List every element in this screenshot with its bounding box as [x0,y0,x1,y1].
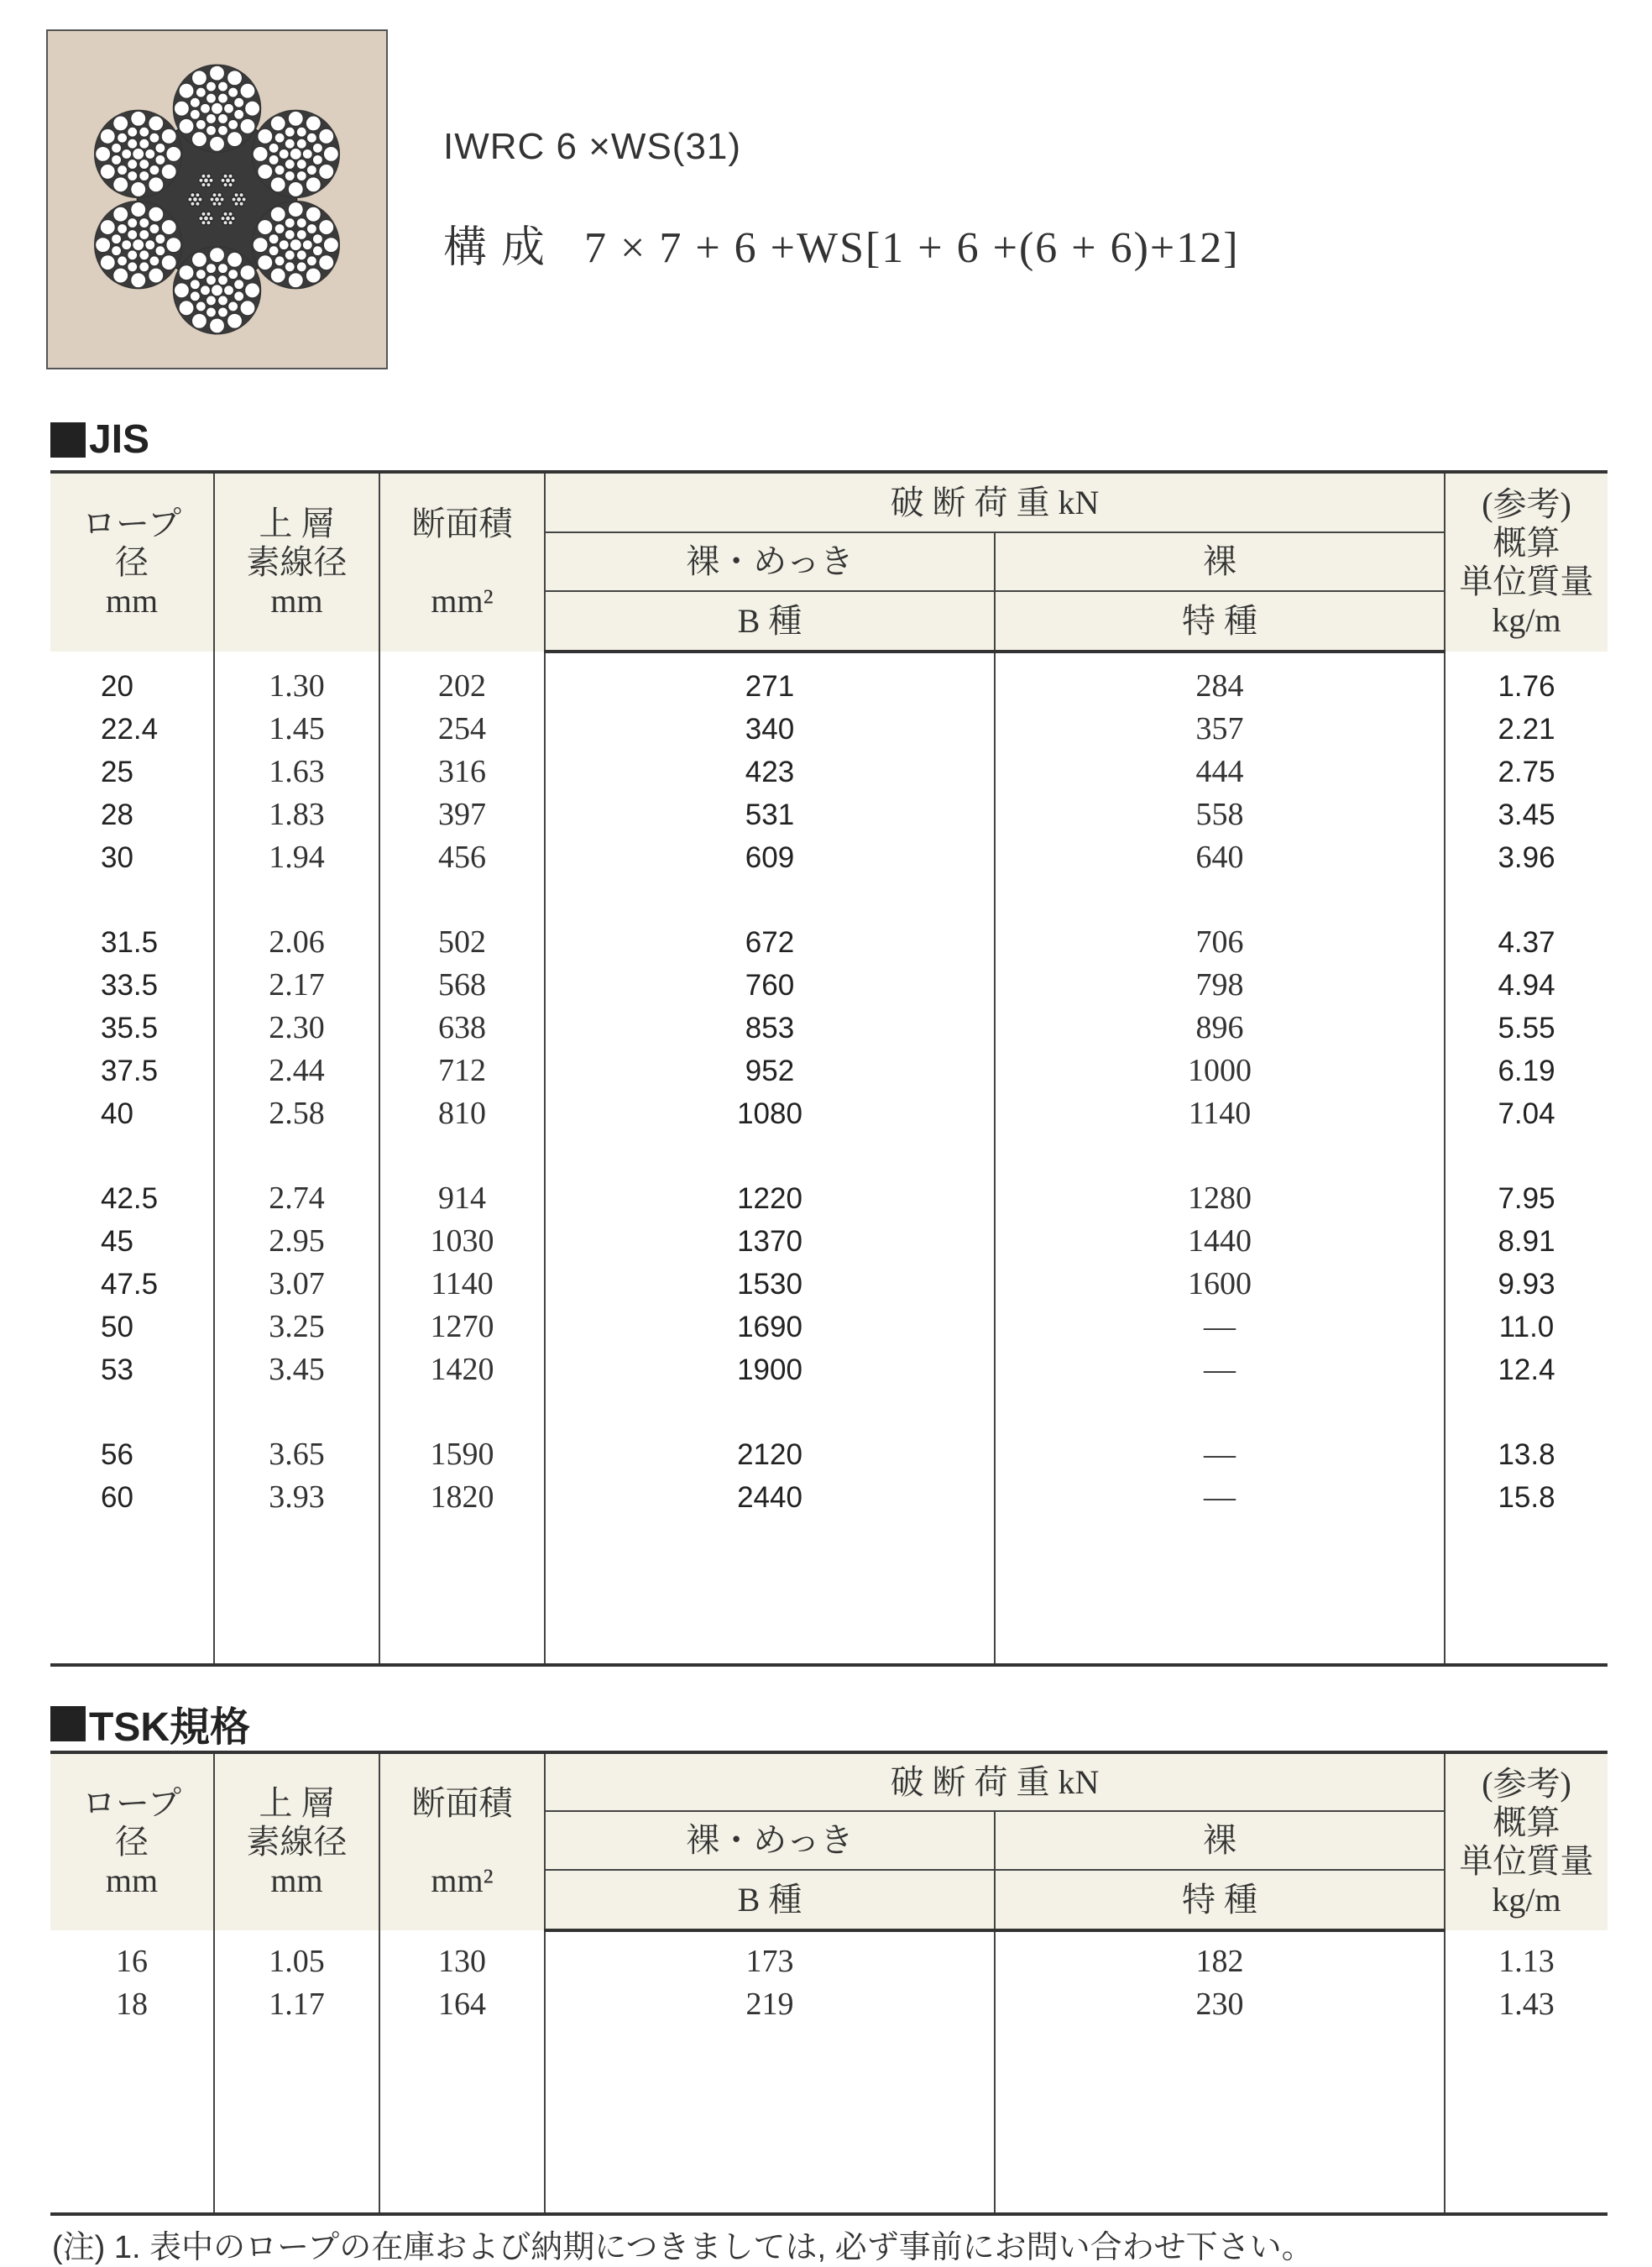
cell-unit-mass: 2.21 [1445,708,1608,751]
table-row [50,1433,1608,1476]
cell-wire-diameter: 2.95 [214,1220,379,1263]
header-grade-b: B 種 [545,591,995,652]
tsk-heading-text: TSK規格 [89,1705,251,1750]
cell-wire-diameter: 1.83 [214,793,379,836]
cell-wire-diameter: 1.63 [214,751,379,793]
cell-wire-diameter: 1.45 [214,708,379,751]
cell-unit-mass: 7.95 [1445,1177,1608,1220]
cell-unit-mass: 8.91 [1445,1220,1608,1263]
table-row [50,1050,1608,1092]
cell-unit-mass: 12.4 [1445,1348,1608,1391]
cell-wire-diameter: 1.94 [214,836,379,879]
cell-load-special: 798 [995,964,1445,1007]
cell-load-special: 896 [995,1007,1445,1050]
cell-load-special: — [995,1476,1445,1519]
tsk-table [50,1751,1608,2216]
cell-area: 1270 [379,1306,545,1348]
header-breaking-load: 破 断 荷 重 kN [545,472,1445,532]
header-grade-special: 特 種 [995,1870,1445,1930]
cell-unit-mass: 4.37 [1445,921,1608,964]
cell-load-grade-b: 760 [545,964,995,1007]
cell-wire-diameter: 3.93 [214,1476,379,1519]
table-row [50,1476,1608,1519]
header-diameter: ロープ 径 mm [50,1752,214,1930]
cell-load-grade-b: 952 [545,1050,995,1092]
cell-unit-mass: 9.93 [1445,1263,1608,1306]
cell-area: 1420 [379,1348,545,1391]
cell-area: 1820 [379,1476,545,1519]
cell-diameter: 33.5 [50,964,214,1007]
heading-square-icon [50,1706,86,1741]
table-row [50,1007,1608,1050]
cell-wire-diameter: 1.05 [214,1940,379,1983]
cell-area: 712 [379,1050,545,1092]
cell-area: 130 [379,1940,545,1983]
cell-unit-mass: 13.8 [1445,1433,1608,1476]
tsk-heading [50,1694,250,1752]
cell-area: 502 [379,921,545,964]
cell-diameter: 31.5 [50,921,214,964]
cell-unit-mass: 1.13 [1445,1940,1608,1983]
cell-unit-mass: 3.45 [1445,793,1608,836]
cell-area: 397 [379,793,545,836]
cell-load-grade-b: 531 [545,793,995,836]
header-bare-plated: 裸・めっき [545,1811,995,1870]
cell-unit-mass: 1.43 [1445,1983,1608,2026]
footnote: (注) 1. 表中のロープの在庫および納期につきましては, 必ず事前にお問い合わせ下さい。 [52,2230,1314,2265]
header-weight: (参考) 概算 単位質量 kg/m [1445,472,1608,652]
construction-label: 構 成 [443,224,547,272]
cell-wire-diameter: 2.30 [214,1007,379,1050]
cell-wire-diameter: 1.30 [214,665,379,708]
table-row [50,708,1608,751]
cell-load-special: 1600 [995,1263,1445,1306]
header-wire: 上 層 素線径 mm [214,472,379,652]
table-row [50,1263,1608,1306]
cell-load-special: 1000 [995,1050,1445,1092]
jis-table [50,470,1608,1667]
cell-area: 1590 [379,1433,545,1476]
cell-load-grade-b: 1220 [545,1177,995,1220]
group-spacer [50,1391,1608,1433]
table-row [50,921,1608,964]
table-row [50,836,1608,879]
cell-wire-diameter: 2.17 [214,964,379,1007]
cell-load-special: 230 [995,1983,1445,2026]
cell-load-special: 640 [995,836,1445,879]
jis-heading-text: JIS [89,417,150,462]
cell-load-grade-b: 2120 [545,1433,995,1476]
cell-load-special: 706 [995,921,1445,964]
cell-load-grade-b: 609 [545,836,995,879]
rope-cross-section-figure [46,29,388,369]
cell-diameter: 50 [50,1306,214,1348]
cell-diameter: 56 [50,1433,214,1476]
cell-wire-diameter: 3.45 [214,1348,379,1391]
cell-load-grade-b: 1530 [545,1263,995,1306]
cell-load-special: 444 [995,751,1445,793]
cell-diameter: 20 [50,665,214,708]
cell-load-grade-b: 340 [545,708,995,751]
table-row [50,1177,1608,1220]
cell-diameter: 40 [50,1092,214,1135]
cell-area: 164 [379,1983,545,2026]
cell-load-special: 1280 [995,1177,1445,1220]
cell-diameter: 47.5 [50,1263,214,1306]
rope-cross-section-drawing [48,31,386,368]
cell-diameter: 28 [50,793,214,836]
cell-area: 316 [379,751,545,793]
rope-title: IWRC 6 ×WS(31) [443,126,742,167]
cell-wire-diameter: 3.25 [214,1306,379,1348]
cell-diameter: 35.5 [50,1007,214,1050]
table-row [50,1940,1608,1983]
cell-unit-mass: 1.76 [1445,665,1608,708]
table-filler [50,1519,1608,1665]
cell-diameter: 30 [50,836,214,879]
table-row [50,665,1608,708]
table-row [50,793,1608,836]
cell-load-grade-b: 2440 [545,1476,995,1519]
construction-formula: 7 × 7 + 6 +WS[1 + 6 +(6 + 6)+12] [584,224,1240,272]
cell-load-special: — [995,1348,1445,1391]
heading-square-icon [50,422,86,458]
cell-diameter: 45 [50,1220,214,1263]
cell-unit-mass: 15.8 [1445,1476,1608,1519]
group-spacer [50,652,1608,665]
cell-load-grade-b: 672 [545,921,995,964]
cell-unit-mass: 4.94 [1445,964,1608,1007]
group-spacer [50,1135,1608,1177]
table-row [50,1348,1608,1391]
table-row [50,964,1608,1007]
header-grade-b: B 種 [545,1870,995,1930]
cell-load-grade-b: 1690 [545,1306,995,1348]
header-grade-special: 特 種 [995,591,1445,652]
cell-diameter: 37.5 [50,1050,214,1092]
cell-diameter: 16 [50,1940,214,1983]
cell-diameter: 53 [50,1348,214,1391]
header-breaking-load: 破 断 荷 重 kN [545,1752,1445,1811]
cell-wire-diameter: 2.74 [214,1177,379,1220]
cell-load-grade-b: 1900 [545,1348,995,1391]
group-spacer [50,1930,1608,1940]
cell-load-grade-b: 271 [545,665,995,708]
header-bare-plated: 裸・めっき [545,532,995,591]
table-filler [50,2026,1608,2214]
header-wire: 上 層 素線径 mm [214,1752,379,1930]
cell-wire-diameter: 2.06 [214,921,379,964]
cell-wire-diameter: 3.65 [214,1433,379,1476]
cell-area: 456 [379,836,545,879]
cell-load-special: 357 [995,708,1445,751]
cell-area: 1140 [379,1263,545,1306]
cell-area: 1030 [379,1220,545,1263]
cell-area: 568 [379,964,545,1007]
table-row [50,1220,1608,1263]
header-bare: 裸 [995,532,1445,591]
cell-wire-diameter: 2.44 [214,1050,379,1092]
rope-construction [443,212,1240,275]
cell-unit-mass: 6.19 [1445,1050,1608,1092]
cell-load-special: 1140 [995,1092,1445,1135]
cell-load-grade-b: 423 [545,751,995,793]
cell-load-grade-b: 1370 [545,1220,995,1263]
cell-unit-mass: 3.96 [1445,836,1608,879]
cell-diameter: 25 [50,751,214,793]
cell-area: 202 [379,665,545,708]
jis-heading [50,416,149,463]
table-row [50,751,1608,793]
cell-wire-diameter: 1.17 [214,1983,379,2026]
cell-load-special: — [995,1306,1445,1348]
cell-load-special: 182 [995,1940,1445,1983]
cell-area: 254 [379,708,545,751]
header-diameter: ロープ 径 mm [50,472,214,652]
cell-unit-mass: 11.0 [1445,1306,1608,1348]
cell-load-grade-b: 219 [545,1983,995,2026]
cell-load-grade-b: 1080 [545,1092,995,1135]
cell-wire-diameter: 3.07 [214,1263,379,1306]
group-spacer [50,879,1608,921]
cell-area: 638 [379,1007,545,1050]
cell-diameter: 42.5 [50,1177,214,1220]
cell-unit-mass: 5.55 [1445,1007,1608,1050]
cell-load-special: — [995,1433,1445,1476]
cell-diameter: 18 [50,1983,214,2026]
header-area: 断面積 mm² [379,472,545,652]
cell-load-grade-b: 173 [545,1940,995,1983]
cell-load-special: 1440 [995,1220,1445,1263]
table-row [50,1092,1608,1135]
cell-load-special: 558 [995,793,1445,836]
header-bare: 裸 [995,1811,1445,1870]
cell-area: 914 [379,1177,545,1220]
cell-unit-mass: 7.04 [1445,1092,1608,1135]
table-row [50,1983,1608,2026]
cell-load-special: 284 [995,665,1445,708]
cell-load-grade-b: 853 [545,1007,995,1050]
cell-unit-mass: 2.75 [1445,751,1608,793]
cell-diameter: 22.4 [50,708,214,751]
header-weight: (参考) 概算 単位質量 kg/m [1445,1752,1608,1930]
cell-area: 810 [379,1092,545,1135]
header-area: 断面積 mm² [379,1752,545,1930]
cell-wire-diameter: 2.58 [214,1092,379,1135]
cell-diameter: 60 [50,1476,214,1519]
table-row [50,1306,1608,1348]
